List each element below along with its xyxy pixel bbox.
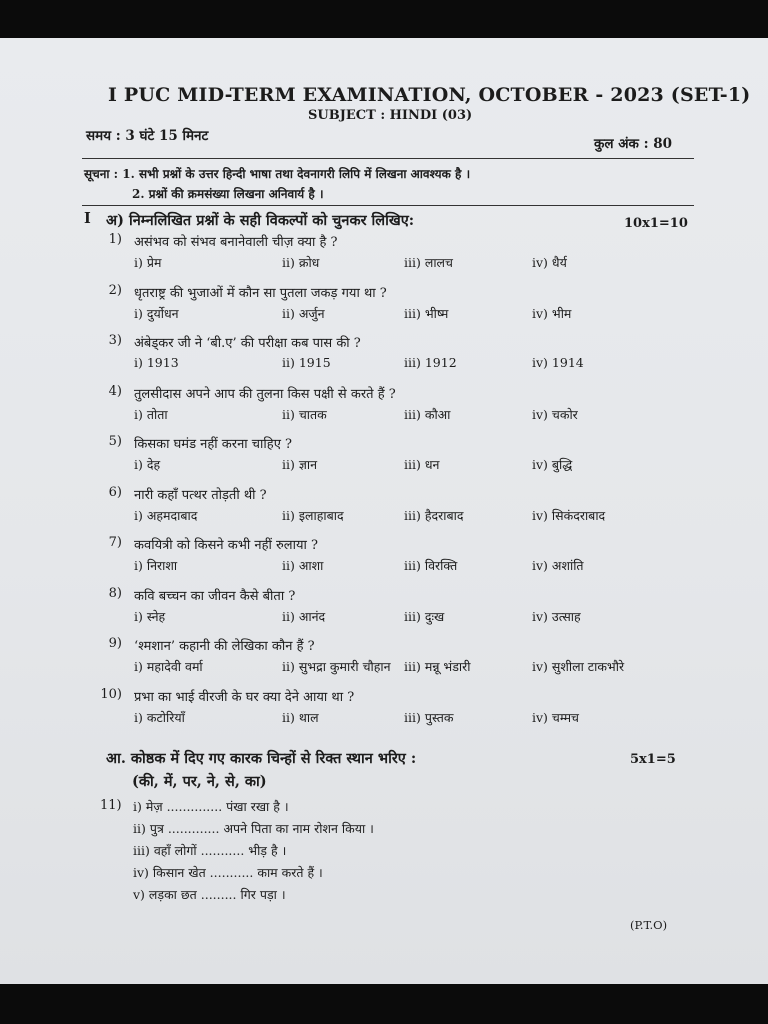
answer-option: iv) भीम (532, 306, 572, 321)
question-text: किसका घमंड नहीं करना चाहिए ? (134, 437, 292, 452)
answer-option: ii) ज्ञान (282, 457, 318, 472)
section-a-heading: अ) निम्नलिखित प्रश्नों के सही विकल्पों को चुनकर लिखिए: (106, 212, 415, 229)
question-text: ‘श्मशान’ कहानी की लेखिका कौन हैं ? (134, 639, 315, 654)
instruction-2: 2. प्रश्नों की क्रमसंख्या लिखना अनिवार्य है । (132, 187, 324, 201)
answer-option: i) तोता (134, 407, 168, 422)
answer-option: iv) सुशीला टाकभौरे (532, 659, 625, 674)
answer-option: i) निराशा (134, 558, 178, 573)
question-text: असंभव को संभव बनानेवाली चीज़ क्या है ? (134, 235, 338, 250)
answer-option: iii) धन (404, 457, 440, 472)
question-number: 5) (108, 434, 122, 449)
fill-blank-item: v) लड़का छत ......... गिर पड़ा । (133, 887, 286, 902)
question-number: 9) (108, 636, 122, 651)
answer-option: ii) इलाहाबाद (282, 508, 344, 523)
question-text: प्रभा का भाई वीरजी के घर क्या देने आया था ? (134, 690, 355, 705)
instruction-divider (82, 205, 694, 206)
question-text: नारी कहाँ पत्थर तोड़ती थी ? (134, 488, 267, 503)
page-turn-note: (P.T.O) (630, 918, 668, 932)
answer-option: iii) 1912 (404, 355, 457, 370)
answer-option: i) महादेवी वर्मा (134, 659, 203, 674)
question-number: 1) (108, 232, 122, 247)
question-11-number: 11) (100, 798, 122, 813)
answer-option: iii) मन्नू भंडारी (404, 659, 471, 674)
question-number: 6) (108, 485, 122, 500)
answer-option: iv) उत्साह (532, 609, 581, 624)
answer-option: iii) लालच (404, 255, 453, 270)
fill-blank-item: ii) पुत्र ............. अपने पिता का नाम रोशन किया । (133, 821, 374, 836)
question-text: कवयित्री को किसने कभी नहीं रुलाया ? (134, 538, 318, 553)
answer-option: iii) विरक्ति (404, 558, 458, 573)
answer-option: i) अहमदाबाद (134, 508, 198, 523)
question-number: 8) (108, 586, 122, 601)
question-text: तुलसीदास अपने आप की तुलना किस पक्षी से करते हैं ? (134, 387, 396, 402)
section-b-marks: 5x1=5 (630, 752, 676, 767)
answer-option: ii) आनंद (282, 609, 326, 624)
question-text: कवि बच्चन का जीवन कैसे बीता ? (134, 589, 296, 604)
answer-option: iv) 1914 (532, 355, 584, 370)
answer-option: iv) चम्मच (532, 710, 579, 725)
fill-blank-item: i) मेज़ .............. पंखा रखा है । (133, 799, 289, 814)
question-number: 7) (108, 535, 122, 550)
answer-option: ii) आशा (282, 558, 324, 573)
exam-paper-sheet (0, 38, 768, 984)
question-number: 2) (108, 283, 122, 298)
section-b-heading: आ. कोष्ठक में दिए गए कारक चिन्हों से रिक्त स्थान भरिए : (106, 750, 417, 767)
question-number: 3) (108, 333, 122, 348)
answer-option: i) कटोरियाँ (134, 710, 185, 725)
answer-option: iv) धैर्य (532, 255, 567, 270)
answer-option: ii) अर्जुन (282, 306, 325, 321)
time-duration: समय : 3 घंटे 15 मिनट (86, 128, 209, 144)
question-number: 4) (108, 384, 122, 399)
question-text: अंबेड्कर जी ने ‘बी.ए’ की परीक्षा कब पास की ? (134, 336, 361, 351)
answer-option: ii) 1915 (282, 355, 331, 370)
answer-option: iv) अशांति (532, 558, 584, 573)
answer-option: i) दुर्योधन (134, 306, 179, 321)
section-a-roman: I (84, 210, 91, 227)
answer-option: iv) बुद्धि (532, 457, 573, 472)
fill-blank-item: iii) वहाँ लोगों ........... भीड़ है । (133, 843, 287, 858)
answer-option: iii) पुस्तक (404, 710, 454, 725)
answer-option: i) प्रेम (134, 255, 162, 270)
answer-option: i) देह (134, 457, 161, 472)
answer-option: ii) थाल (282, 710, 319, 725)
question-number: 10) (100, 687, 122, 702)
answer-option: ii) क्रोध (282, 255, 320, 270)
question-text: धृतराष्ट्र की भुजाओं में कौन सा पुतला जकड़ गया था ? (134, 286, 387, 301)
answer-option: iii) हैदराबाद (404, 508, 464, 523)
answer-option: ii) सुभद्रा कुमारी चौहान (282, 659, 391, 674)
answer-option: i) 1913 (134, 355, 179, 370)
fill-blank-item: iv) किसान खेत ........... काम करते हैं । (133, 865, 323, 880)
answer-option: iv) सिकंदराबाद (532, 508, 606, 523)
answer-option: iii) दुःख (404, 609, 445, 624)
header-divider (82, 158, 694, 159)
section-a-marks: 10x1=10 (624, 216, 688, 231)
answer-option: iii) कौआ (404, 407, 451, 422)
answer-option: iii) भीष्म (404, 306, 449, 321)
exam-title: I PUC MID-TERM EXAMINATION, OCTOBER - 2023 (SET-1) (108, 84, 751, 106)
total-marks: कुल अंक : 80 (594, 136, 673, 152)
instruction-1: सूचना : 1. सभी प्रश्नों के उत्तर हिन्दी भाषा तथा देवनागरी लिपि में लिखना आवश्यक है । (84, 167, 471, 181)
answer-option: ii) चातक (282, 407, 327, 422)
answer-option: i) स्नेह (134, 609, 166, 624)
section-b-subheading: (की, में, पर, ने, से, का) (132, 773, 267, 790)
answer-option: iv) चकोर (532, 407, 578, 422)
subject-line: SUBJECT : HINDI (03) (308, 108, 473, 123)
